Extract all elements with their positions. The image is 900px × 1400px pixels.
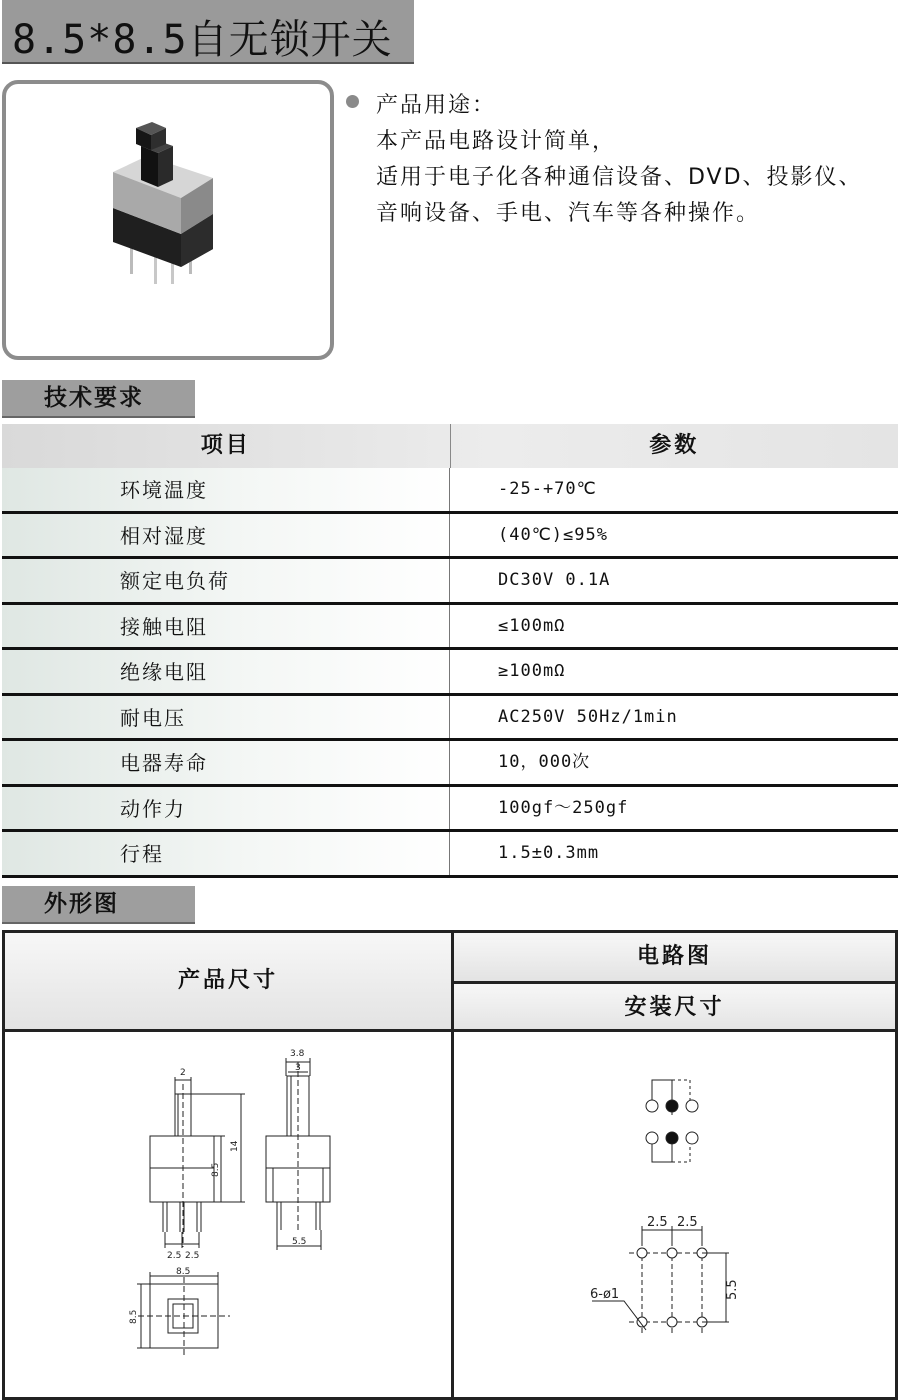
spec-item: 耐电压	[2, 696, 450, 739]
dim-label: 6-ø1	[590, 1287, 620, 1302]
circuit-diagram-header: 电路图	[454, 933, 895, 981]
usage-line: 产品用途：	[376, 93, 497, 118]
section-label-tech: 技术要求	[2, 380, 195, 418]
product-usage	[346, 88, 896, 232]
dim-label: 8.5	[211, 1162, 221, 1177]
table-row	[2, 559, 898, 605]
dim-label: 2.5	[167, 1251, 182, 1261]
spec-value: ≤100mΩ	[498, 615, 566, 636]
spec-value: 10，000次	[498, 752, 591, 772]
table-row	[2, 514, 898, 560]
table-row	[2, 832, 898, 878]
dim-label: 8.5	[176, 1267, 191, 1277]
dim-label: 2.5	[677, 1215, 698, 1230]
dim-label: 5.5	[725, 1279, 740, 1300]
spec-item: 绝缘电阻	[2, 650, 450, 693]
table-row	[2, 787, 898, 833]
spec-item: 相对湿度	[2, 514, 450, 557]
dim-label: 3	[295, 1063, 301, 1073]
spec-item: 动作力	[2, 787, 450, 830]
spec-table	[2, 424, 898, 878]
spec-value: -25-+70℃	[498, 479, 597, 499]
table-row	[2, 741, 898, 787]
product-photo-frame	[2, 80, 334, 360]
usage-line: 本产品电路设计简单，	[376, 129, 617, 154]
dim-label: 2.5	[647, 1215, 668, 1230]
dim-label: 2	[180, 1068, 186, 1078]
page-title: 8.5*8.5自无锁开关	[12, 17, 393, 63]
spec-value: AC250V 50Hz/1min	[498, 706, 678, 727]
spec-item: 额定电负荷	[2, 559, 450, 602]
spec-table-header	[2, 424, 898, 468]
title-bar	[2, 0, 414, 64]
spec-item: 接触电阻	[2, 605, 450, 648]
outline-drawing-table	[2, 930, 898, 1400]
product-dimension-drawing	[5, 1032, 445, 1397]
spec-item: 行程	[2, 832, 450, 875]
spec-item: 环境温度	[2, 468, 450, 511]
column-header-item: 项目	[2, 424, 451, 468]
dim-label: 3.8	[290, 1049, 305, 1059]
usage-line: 适用于电子化各种通信设备、DVD、投影仪、	[376, 165, 863, 190]
spec-value: ≥100mΩ	[498, 661, 566, 681]
mounting-size-header: 安装尺寸	[454, 984, 895, 1032]
spec-value: (40℃)≤95%	[498, 524, 608, 545]
spec-value: 1.5±0.3mm	[498, 843, 600, 863]
bullet-dot-icon	[346, 95, 359, 108]
dim-label: 14	[230, 1140, 240, 1152]
column-header-value: 参数	[649, 433, 700, 458]
switch-product-image	[6, 84, 330, 356]
spec-item: 电器寿命	[2, 741, 450, 784]
divider	[454, 981, 895, 984]
table-row	[2, 605, 898, 651]
circuit-and-mounting-drawing	[454, 1032, 894, 1397]
dim-label: 8.5	[129, 1309, 139, 1324]
spec-value: 100gf～250gf	[498, 797, 629, 818]
usage-line: 音响设备、手电、汽车等各种操作。	[376, 201, 761, 226]
section-label-outline: 外形图	[2, 886, 195, 924]
table-row	[2, 468, 898, 514]
product-size-header: 产品尺寸	[5, 933, 451, 1029]
spec-value: DC30V 0.1A	[498, 570, 611, 590]
dim-label: 2.5	[185, 1251, 200, 1261]
dim-label: 5.5	[292, 1237, 307, 1247]
table-row	[2, 650, 898, 696]
table-row	[2, 696, 898, 742]
